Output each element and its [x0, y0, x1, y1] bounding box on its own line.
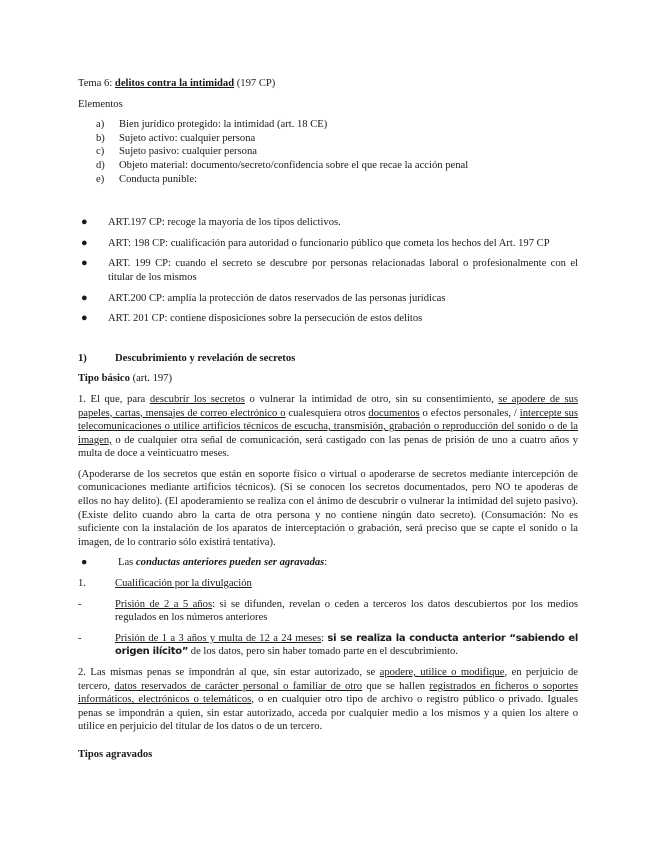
- tipos-agravados-heading: Tipos agravados: [78, 748, 153, 760]
- bullet-icon: ●: [81, 236, 88, 249]
- list-item: b) Sujeto activo: cualquier persona: [96, 132, 256, 144]
- bullet-icon: ●: [81, 312, 88, 325]
- tipo-basico-heading: Tipo básico (art. 197): [78, 373, 172, 385]
- section-heading: 1) Descubrimiento y revelación de secretos: [78, 352, 296, 364]
- elements-heading: Elementos: [78, 98, 123, 110]
- explanation-paragraph: (Apoderarse de los secretos que están en soporte físico o virtual o apoderarse de secretos mediante intercepción de comunicaciones mediante artificios técnicos). (Si se conocen los secretos documentados, pero NO te apoderas de ellos no hay delito). (El apoderamiento se realiza con el ánimo de descubrir o vulnerar la intimidad del sujeto pasivo). (Existe delito cuando abro la carta de otra persona y no contiene ningún dato secreto). (Consumación: No es suficiente con la instalación de los aparatos de interceptación o grabación, será preciso que se capte el sonido o la imagen, de lo contrario sólo existirá tentativa).: [78, 468, 578, 548]
- bullet-icon: ●: [81, 257, 88, 270]
- list-item: ● ART.197 CP: recoge la mayoría de los tipos delictivos.: [78, 216, 578, 230]
- list-item: d) Objeto material: documento/secreto/confidencia sobre el que recae la acción penal: [96, 159, 469, 171]
- bullet-icon: ●: [81, 291, 88, 304]
- list-item: ● ART. 201 CP: contiene disposiciones sobre la persecución de estos delitos: [78, 312, 578, 326]
- article-paragraph-1: 1. El que, para descubrir los secretos o vulnerar la intimidad de otro, sin su consentimiento, se apodere de sus papeles, cartas, mensajes de correo electrónico o cualesquiera otros documentos o efectos personales, / intercepte sus telecomunicaciones o utilice artificios técnicos de escucha, transmisión, grabación o reproducción del sonido o de la imagen, o de cualquier otra señal de comunicación, será castigado con las penas de prisión de uno a cuatro años y multa de doce a veinticuatro meses.: [78, 393, 579, 460]
- elements-list: [96, 118, 578, 186]
- articles-list: [78, 216, 578, 326]
- cualificacion-item: 1. Cualificación por la divulgación: [78, 578, 252, 590]
- list-item: ● ART. 199 CP: cuando el secreto se descubre por personas relacionadas laboral o profesionalmente con el titular de los mismos: [78, 257, 578, 284]
- list-item: ● ART: 198 CP: cualificación para autoridad o funcionario público que cometa los hechos del Art. 197 CP: [78, 237, 578, 251]
- list-item: c) Sujeto pasivo: cualquier persona: [96, 146, 257, 158]
- list-item: e) Conducta punible:: [96, 173, 197, 185]
- prison-item-1: - Prisión de 2 a 5 años: si se difunden, revelan o ceden a terceros los datos descubiertos por los medios regulados en los números anteriores: [78, 598, 578, 624]
- bullet-icon: ●: [81, 557, 88, 569]
- article-paragraph-2: 2. Las mismas penas se impondrán al que, sin estar autorizado, se apodere, utilice o modifique, en perjuicio de tercero, datos reservados de carácter personal o familiar de otro que se hallen registrados en ficheros o soportes informáticos, electrónicos o telemáticos, o en cualquier otro tipo de archivo o registro público o privado. Iguales penas se impondrán a quien, sin estar autorizado, acceda por cualquier medio a los mismos y a quien los altere o utilice en perjuicio del titular de los datos o de un tercero.: [78, 667, 579, 733]
- agravadas-bullet: ● Las conductas anteriores pueden ser agravadas:: [78, 556, 578, 570]
- prison-item-2: - Prisión de 1 a 3 años y multa de 12 a 24 meses: si se realiza la conducta anterior “sabiendo el origen ilícito” de los datos, pero sin haber tomado parte en el descubrimiento.: [78, 632, 579, 658]
- topic-title: delitos contra la intimidad: [114, 78, 235, 89]
- list-item: a) Bien jurídico protegido: la intimidad (art. 18 CE): [96, 119, 328, 131]
- list-item: ● ART.200 CP: amplía la protección de datos reservados de las personas jurídicas: [78, 292, 578, 306]
- page-title: Tema 6: delitos contra la intimidad (197 CP): [78, 78, 276, 89]
- bullet-icon: ●: [81, 216, 88, 229]
